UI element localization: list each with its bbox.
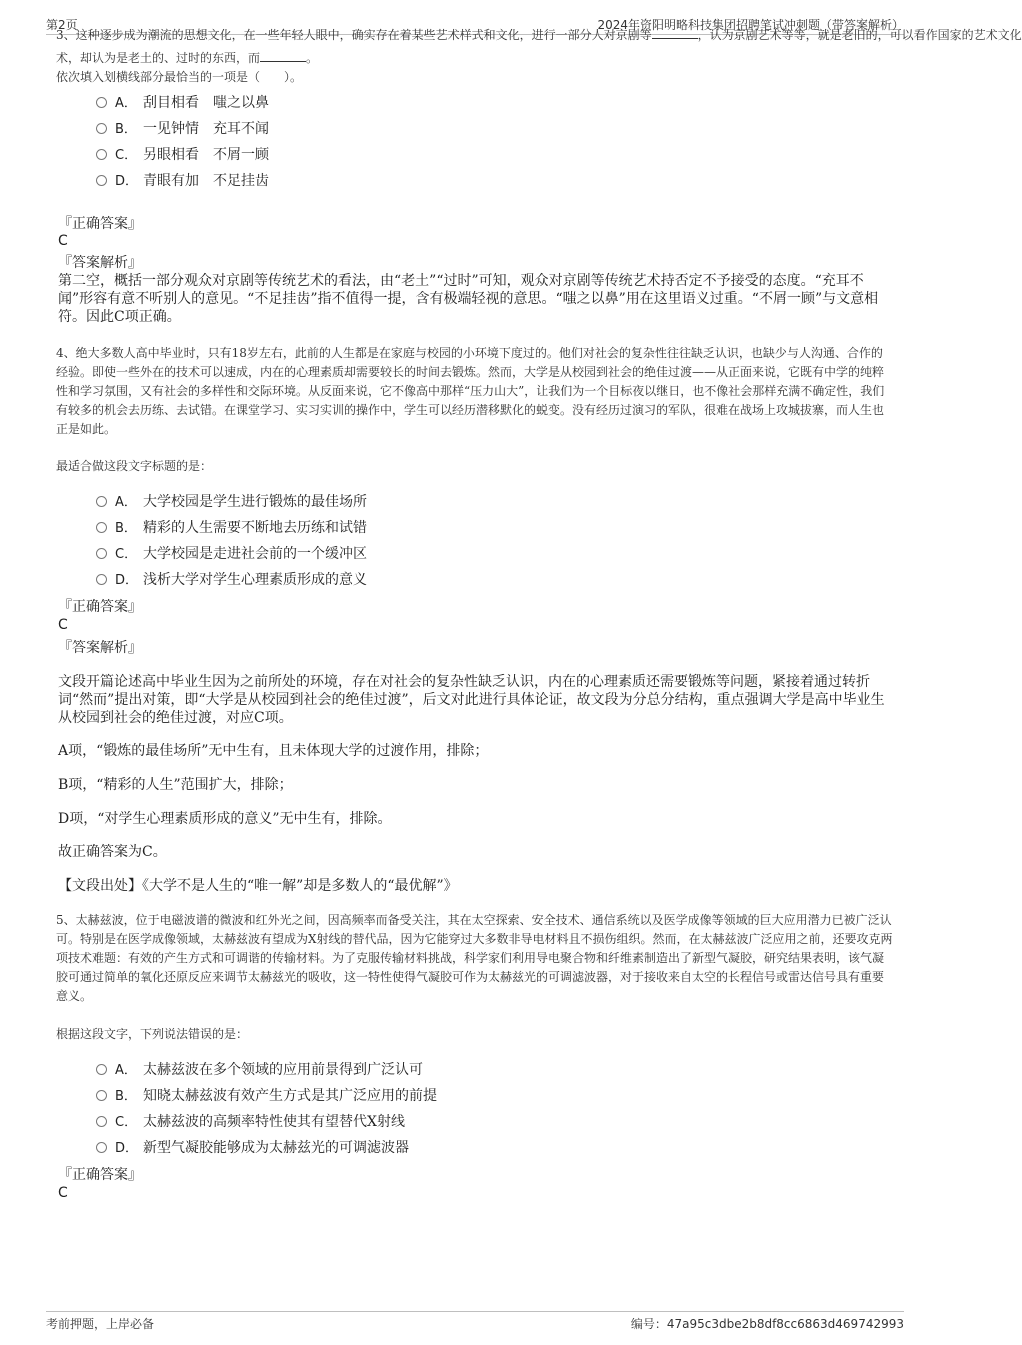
q5-option-c[interactable]: C． 太赫兹波的高频率特性使其有望替代X射线 bbox=[96, 1109, 437, 1135]
q4-option-c[interactable]: C． 大学校园是走进社会前的一个缓冲区 bbox=[96, 541, 367, 567]
q5-answer: C bbox=[58, 1185, 68, 1201]
q5-passage: 5、太赫兹波，位于电磁波谱的微波和红外光之间，因高频率而备受关注，其在太空探索、安全技术、通信系统以及医学成像等领域的巨大应用潜力已被广泛认可。特别是在医学成像领域，太赫兹波有望成为X射线的替代品，因为它能穿过大多数非导电材料且不损伤组织。然而，在太赫兹波广泛应用之前，还要攻克两项技术难题：有效的产生方式和可调谐的传输材料。为了克服传输材料挑战，科学家们利用导电聚合物和纤维素制造出了新型气凝胶，研究结果表明，该气凝胶可通过简单的氧化还原反应来调节太赫兹光的吸收，这一特性使得气凝胶可作为太赫兹光的可调滤波器，对于接收来自太空的长程信号或雷达信号具有重要意义。 bbox=[56, 913, 893, 1003]
radio-icon[interactable] bbox=[96, 548, 107, 559]
radio-icon[interactable] bbox=[96, 1064, 107, 1075]
q3-answer-label: 『正确答案』 bbox=[58, 216, 142, 232]
q4-analysis-b: B项，“精彩的人生”范围扩大，排除； bbox=[58, 777, 293, 793]
q4-option-a[interactable]: A． 大学校园是学生进行锻炼的最佳场所 bbox=[96, 489, 367, 515]
q4-options bbox=[96, 489, 367, 593]
footer-slogan: 考前押题，上岸必备 bbox=[46, 1317, 155, 1331]
footer-code bbox=[631, 1315, 904, 1332]
q3-option-c[interactable]: C． 另眼相看 不屑一顾 bbox=[96, 142, 269, 168]
blank-line bbox=[652, 28, 698, 39]
q3-line1-a: 术，却认为是老土的、过时的东西，而 bbox=[56, 51, 261, 65]
radio-icon[interactable] bbox=[96, 149, 107, 160]
q3-option-a[interactable]: A． 刮目相看 嗤之以鼻 bbox=[96, 90, 269, 116]
q4-answer-label: 『正确答案』 bbox=[58, 599, 142, 615]
footer-code-label: 编号： bbox=[630, 1317, 667, 1331]
page-footer bbox=[46, 1311, 904, 1332]
page-number: 第2页 bbox=[46, 18, 78, 32]
q3-passage bbox=[56, 49, 894, 87]
q5-answer-label: 『正确答案』 bbox=[58, 1167, 142, 1183]
q4-prompt: 最适合做这段文字标题的是： bbox=[56, 459, 213, 473]
q4-passage: 4、绝大多数人高中毕业时，只有18岁左右，此前的人生都是在家庭与校园的小环境下度过的。他们对社会的复杂性往往缺乏认识，也缺少与人沟通、合作的经验。即使一些外在的技术可以速成，内在的心理素质却需要较长的时间去锻炼。然而，大学是从校园到社会的绝佳过渡——从正面来说，它既有中学的纯粹性和学习氛围，又有社会的多样性和交际环境。从反面来说，它不像高中那样“压力山大”，让我们为一个目标夜以继日，也不像社会那样充满不确定性，我们有较多的机会去历练、去试错。在课堂学习、实习实训的操作中，学生可以经历潜移默化的蜕变。没有经历过演习的军队，很难在战场上攻城拔寨，而人生也正是如此。 bbox=[56, 346, 885, 436]
q4-analysis-conclusion: 故正确答案为C。 bbox=[58, 844, 167, 860]
radio-icon[interactable] bbox=[96, 496, 107, 507]
q5-option-a[interactable]: A． 太赫兹波在多个领域的应用前景得到广泛认可 bbox=[96, 1057, 437, 1083]
q3-option-b[interactable]: B． 一见钟情 充耳不闻 bbox=[96, 116, 269, 142]
q4-analysis-main: 文段开篇论述高中毕业生因为之前所处的环境，存在对社会的复杂性缺乏认识，内在的心理素质还需要锻炼等问题，紧接着通过转折词“然而”提出对策，即“大学是从校园到社会的绝佳过渡”，后文对此进行具体论证，故文段为分总分结构，重点强调大学是高中毕业生从校园到社会的绝佳过渡，对应C项。 bbox=[58, 674, 885, 726]
q3-line1-b: 。 bbox=[306, 51, 319, 65]
q4-analysis-d: D项，“对学生心理素质形成的意义”无中生有，排除。 bbox=[58, 811, 392, 827]
radio-icon[interactable] bbox=[96, 574, 107, 585]
radio-icon[interactable] bbox=[96, 1090, 107, 1101]
q5-options bbox=[96, 1057, 437, 1161]
q3-cut-text-b: ，认为京剧艺术等等，就是老旧的，可以看作国家的艺术文化 bbox=[697, 28, 1022, 42]
q4-source: 【文段出处】《大学不是人生的“唯一解”却是多数人的“最优解”》 bbox=[58, 878, 458, 894]
q4-option-b[interactable]: B． 精彩的人生需要不断地去历练和试错 bbox=[96, 515, 367, 541]
q4-analysis-a: A项，“锻炼的最佳场所”无中生有，且未体现大学的过渡作用，排除； bbox=[58, 743, 489, 759]
q4-analysis-label: 『答案解析』 bbox=[58, 640, 142, 656]
q3-option-d[interactable]: D． 青眼有加 不足挂齿 bbox=[96, 168, 269, 194]
q4-answer: C bbox=[58, 617, 68, 633]
q5-prompt: 根据这段文字，下列说法错误的是： bbox=[56, 1027, 249, 1041]
document-title: 2024年资阳明略科技集团招聘笔试冲刺题（带答案解析） bbox=[597, 18, 904, 32]
footer-code-value: 47a95c3dbe2b8df8cc6863d469742993 bbox=[666, 1317, 904, 1331]
q3-cut-line bbox=[56, 28, 1022, 49]
q3-analysis-label: 『答案解析』 bbox=[58, 255, 142, 271]
radio-icon[interactable] bbox=[96, 1142, 107, 1153]
q5-option-b[interactable]: B． 知晓太赫兹波有效产生方式是其广泛应用的前提 bbox=[96, 1083, 437, 1109]
q3-answer: C bbox=[58, 233, 68, 249]
q3-cut-text-a: 3、这种逐步成为潮流的思想文化，在一些年轻人眼中，确实存在着某些艺术样式和文化，进行一部分人对京剧等 bbox=[56, 28, 652, 42]
radio-icon[interactable] bbox=[96, 1116, 107, 1127]
radio-icon[interactable] bbox=[96, 175, 107, 186]
q3-prompt: 依次填入划横线部分最恰当的一项是（ ）。 bbox=[56, 70, 303, 84]
radio-icon[interactable] bbox=[96, 522, 107, 533]
radio-icon[interactable] bbox=[96, 123, 107, 134]
q5-option-d[interactable]: D． 新型气凝胶能够成为太赫兹光的可调滤波器 bbox=[96, 1135, 437, 1161]
radio-icon[interactable] bbox=[96, 97, 107, 108]
blank-line bbox=[260, 51, 306, 62]
q4-option-d[interactable]: D． 浅析大学对学生心理素质形成的意义 bbox=[96, 567, 367, 593]
q3-options bbox=[96, 90, 269, 194]
q3-analysis: 第二空，概括一部分观众对京剧等传统艺术的看法，由“老土”“过时”可知，观众对京剧等传统艺术持否定不予接受的态度。“充耳不闻”形容有意不听别人的意见。“不足挂齿”指不值得一提，含有极端轻视的意思。“嗤之以鼻”用在这里语义过重。“不屑一顾”与文意相符。因此C项正确。 bbox=[58, 273, 879, 325]
